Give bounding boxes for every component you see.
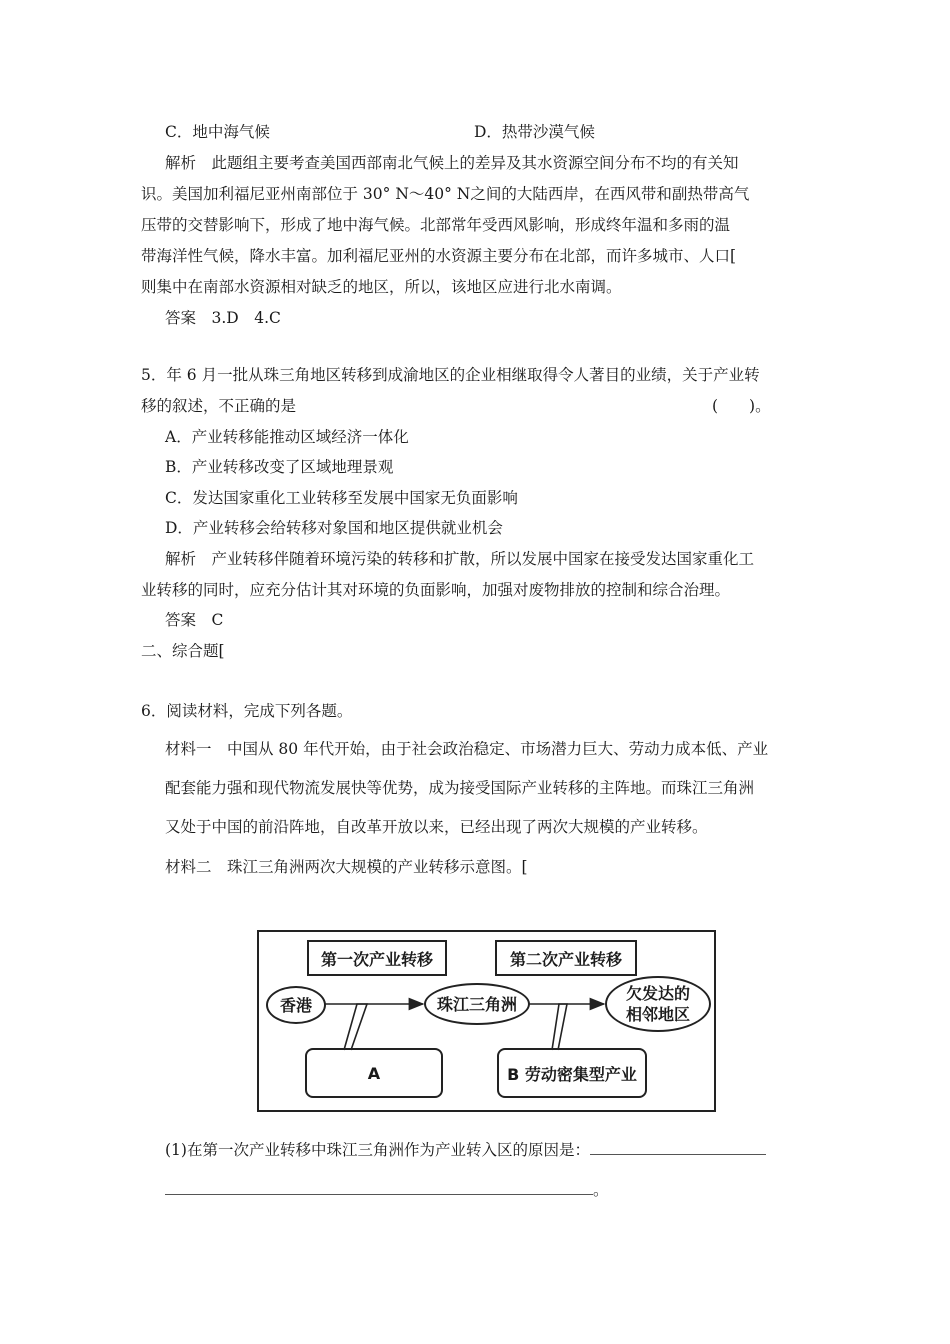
material-line: 又处于中国的前沿阵地，自改革开放以来，已经出现了两次大规模的产业转移。 <box>165 818 708 836</box>
option-d: D．热带沙漠气候 <box>474 123 595 141</box>
answer-bracket: ( )。 <box>712 397 771 415</box>
analysis-line: 业转移的同时，应充分估计其对环境的负面影响，加强对废物排放的控制和综合治理。 <box>141 581 731 599</box>
answer-line: 答案 3.D 4.C <box>165 309 281 327</box>
second-transfer-label: 第二次产业转移 <box>495 940 637 976</box>
analysis-line: 解析 此题组主要考查美国西部南北气候上的差异及其水资源空间分布不均的有关知 <box>165 154 739 172</box>
material-line: 材料二 珠江三角洲两次大规模的产业转移示意图。[ <box>165 858 528 876</box>
first-transfer-label: 第一次产业转移 <box>307 940 447 976</box>
analysis-line: 识。美国加利福尼亚州南部位于 30° N～40° N之间的大陆西岸，在西风带和副热带高气 <box>141 185 750 203</box>
sub-question-1-continuation <box>165 1178 609 1201</box>
material-line: 材料一 中国从 80 年代开始，由于社会政治稳定、市场潜力巨大、劳动力成本低、产业 <box>165 740 769 758</box>
analysis-line: 带海洋性气候，降水丰富。加利福尼亚州的水资源主要分布在北部，而许多城市、人口[ <box>141 247 737 265</box>
option-c: C．地中海气候 <box>165 123 270 141</box>
hong-kong-node: 香港 <box>266 986 326 1024</box>
section-heading: 二、综合题[ <box>141 642 225 660</box>
answer-blank[interactable] <box>165 1178 593 1195</box>
callout-box-a: A <box>305 1048 443 1098</box>
analysis-line: 解析 产业转移伴随着环境污染的转移和扩散，所以发展中国家在接受发达国家重化工 <box>165 550 755 568</box>
material-line: 配套能力强和现代物流发展快等优势，成为接受国际产业转移的主阵地。而珠江三角洲 <box>165 779 755 797</box>
prd-node: 珠江三角洲 <box>424 983 530 1025</box>
industry-transfer-diagram <box>257 930 716 1112</box>
question-stem: 6．阅读材料，完成下列各题。 <box>141 702 353 720</box>
neighbor-region-node <box>605 976 711 1032</box>
neighbor-line1: 欠发达的 <box>625 984 690 1003</box>
question-stem: 5．年 6 月一批从珠三角地区转移到成渝地区的企业相继取得令人著目的业绩，关于产业转 <box>141 366 760 384</box>
callout-a-pointer <box>344 1004 367 1050</box>
callout-b-pointer <box>552 1004 567 1050</box>
sub-question-1 <box>165 1138 766 1161</box>
option-b: B．产业转移改变了区域地理景观 <box>165 458 394 476</box>
option-a: A．产业转移能推动区域经济一体化 <box>165 428 409 446</box>
option-d: D．产业转移会给转移对象国和地区提供就业机会 <box>165 519 503 537</box>
analysis-line: 压带的交替影响下，形成了地中海气候。北部常年受西风影响，形成终年温和多雨的温 <box>141 216 731 234</box>
option-c: C．发达国家重化工业转移至发展中国家无负面影响 <box>165 489 518 507</box>
answer-line: 答案 C <box>165 611 224 629</box>
answer-blank[interactable] <box>590 1138 766 1155</box>
sub-question-1-text: (1)在第一次产业转移中珠江三角洲作为产业转入区的原因是： <box>165 1141 590 1159</box>
neighbor-line2: 相邻地区 <box>625 1005 690 1024</box>
sub-question-1-end: 。 <box>593 1181 609 1199</box>
callout-box-b: B 劳动密集型产业 <box>497 1048 647 1098</box>
analysis-line: 则集中在南部水资源相对缺乏的地区，所以，该地区应进行北水南调。 <box>141 278 622 296</box>
question-stem: 移的叙述，不正确的是 <box>141 397 297 415</box>
